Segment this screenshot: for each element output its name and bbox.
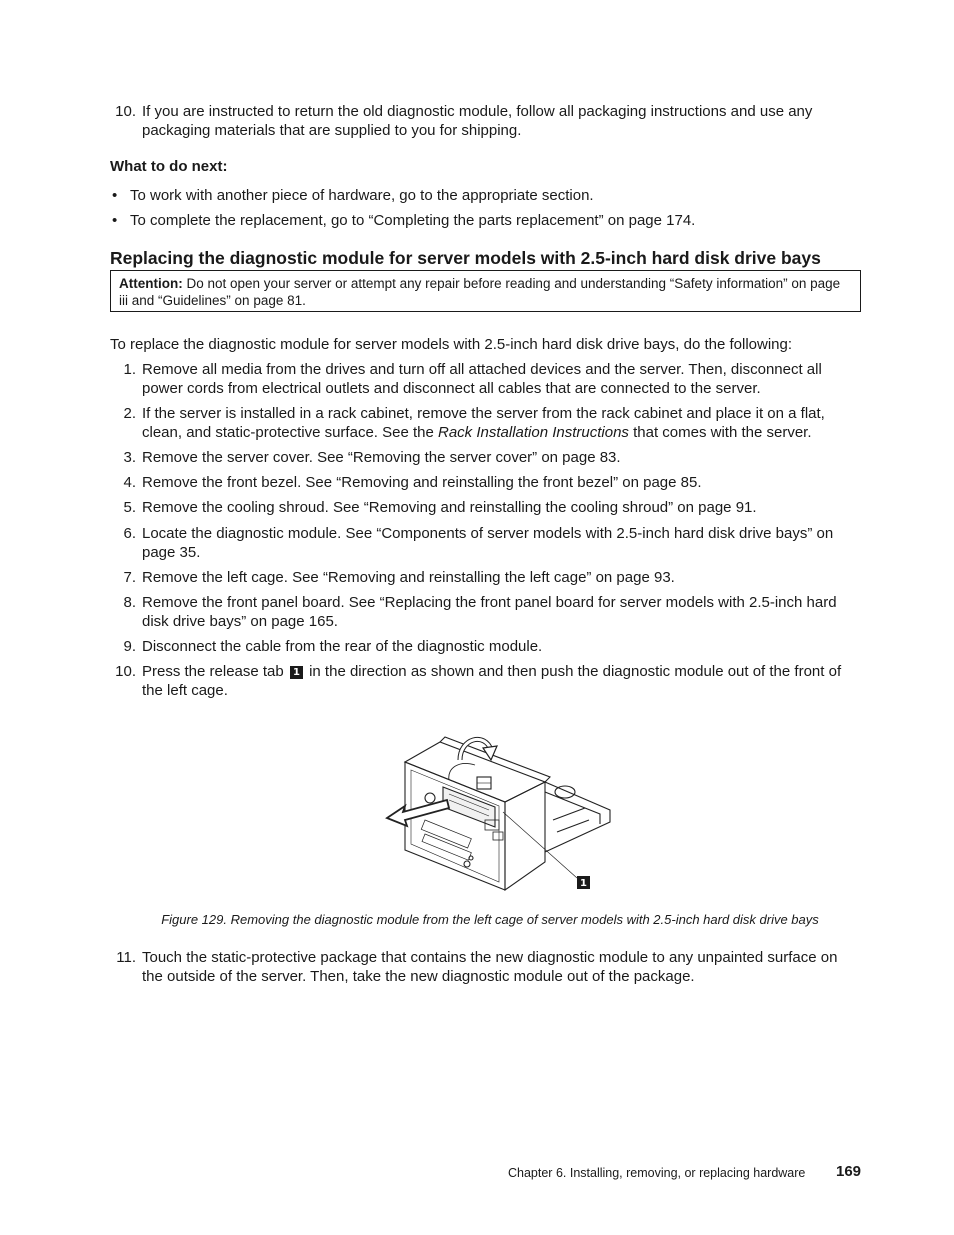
- footer-page-number: 169: [836, 1163, 862, 1180]
- step-number: 3.: [123, 449, 136, 466]
- step-number: 9.: [123, 638, 136, 655]
- step-number: 5.: [123, 499, 136, 516]
- step-number: 8.: [123, 594, 136, 611]
- attention-text: Do not open your server or attempt any repair before reading and understanding “Safety information” on page iii and “Guidelines” on page 81.: [119, 276, 841, 308]
- step-text: Touch the static-protective package that contains the new diagnostic module to any unpainted surface on the outside of the server. Then, take the new diagnostic module out of the package.: [142, 949, 838, 985]
- diagnostic-module-shape: [443, 787, 495, 827]
- step-text-part: Press the release tab: [142, 663, 288, 680]
- what-next-heading: What to do next:: [110, 158, 228, 175]
- step-number: 10.: [115, 663, 136, 680]
- bullet-dot: •: [112, 212, 118, 229]
- step-text: Remove the server cover. See “Removing the server cover” on page 83.: [142, 449, 621, 466]
- intro-paragraph: To replace the diagnostic module for server models with 2.5-inch hard disk drive bays, do the following:: [110, 336, 793, 353]
- step-number: 4.: [123, 474, 136, 491]
- step-text: Remove the cooling shroud. See “Removing and reinstalling the cooling shroud” on page 91.: [142, 499, 757, 516]
- step-number: 2.: [123, 405, 136, 422]
- step-text: Remove the front panel board. See “Replacing the front panel board for server models with 2.5-inch hard disk drive bays” on page 165.: [142, 594, 837, 630]
- step-text: Remove all media from the drives and turn off all attached devices and the server. Then, disconnect all power cords from electrical outlets and disconnect all cables that are connected to the server.: [142, 361, 822, 397]
- diagnostic-module-removal-figure: [385, 732, 615, 892]
- figure-callout-label: 1: [580, 878, 587, 889]
- step-text: Disconnect the cable from the rear of the diagnostic module.: [142, 638, 543, 655]
- footer-chapter: Chapter 6. Installing, removing, or replacing hardware: [508, 1166, 806, 1180]
- callout-1-badge: 1: [290, 666, 303, 679]
- step-number: 1.: [123, 361, 136, 378]
- cage-side-shape: [505, 782, 545, 890]
- step-number: 11.: [116, 949, 136, 966]
- callout-leader-line: [503, 812, 577, 878]
- push-arrow-shape: [387, 800, 449, 826]
- step-text: [142, 662, 860, 700]
- step-number: 10.: [115, 103, 136, 120]
- figure-illustration: [385, 732, 615, 892]
- step-text: Remove the left cage. See “Removing and reinstalling the left cage” on page 93.: [142, 569, 675, 586]
- step-text: Locate the diagnostic module. See “Components of server models with 2.5-inch hard disk drive bays” on page 35.: [142, 525, 834, 561]
- bullet-dot: •: [112, 187, 118, 204]
- section-title: Replacing the diagnostic module for server models with 2.5-inch hard disk drive bays: [110, 248, 821, 268]
- step-text: [142, 404, 860, 442]
- step-number: 7.: [123, 569, 136, 586]
- rack-instructions-title: Rack Installation Instructions: [438, 424, 629, 441]
- figure-caption: Figure 129. Removing the diagnostic module from the left cage of server models with 2.5-inch hard disk drive bays: [161, 912, 819, 927]
- attention-notice: [110, 270, 861, 312]
- step-text-part: that comes with the server.: [628, 424, 812, 441]
- bullet-text: To complete the replacement, go to “Completing the parts replacement” on page 174.: [130, 212, 696, 229]
- attention-label: Attention:: [119, 276, 183, 291]
- step-text-part: in the direction as shown and then push the diagnostic module out of the front of the left cage.: [142, 663, 842, 699]
- step-text-part: If the server is installed in a rack cabinet, remove the server from the rack cabinet and place it on a flat, clean, and static-protective surface. See the: [142, 405, 825, 441]
- step-text: If you are instructed to return the old diagnostic module, follow all packaging instructions and use any packaging materials that are supplied to you for shipping.: [142, 103, 813, 139]
- step-text: Remove the front bezel. See “Removing and reinstalling the front bezel” on page 85.: [142, 474, 702, 491]
- step-number: 6.: [123, 525, 136, 542]
- bullet-text: To work with another piece of hardware, go to the appropriate section.: [130, 187, 594, 204]
